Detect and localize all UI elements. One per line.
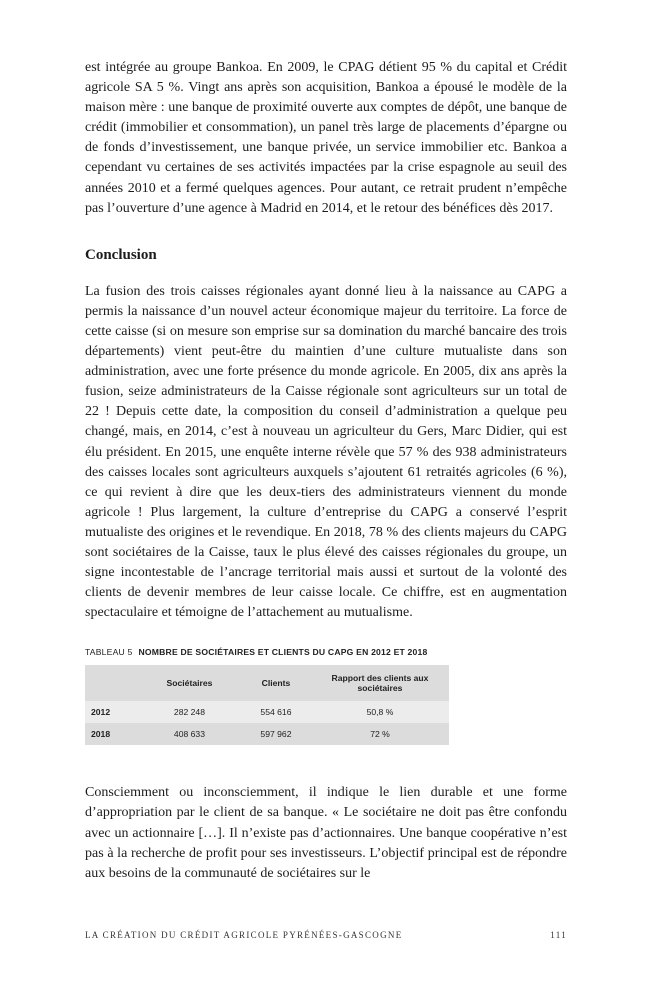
page-number: 111	[550, 930, 567, 940]
table-cell-clients: 554 616	[241, 701, 311, 723]
societaires-table	[85, 665, 449, 745]
table-header-ratio: Rapport des clients aux sociétaires	[311, 665, 449, 701]
table-row	[85, 723, 449, 745]
paragraph-conclusion: La fusion des trois caisses régionales ayant donné lieu à la naissance au CAPG a permis la naissance d’un nouvel acteur économique majeur du territoire. La force de cette caisse (si on mesure son emprise sur sa domination du marché bancaire des trois départements) vient peut-être du maintien d’une culture mutualiste dans son administration, avec une forte présence du monde agricole. En 2005, dix ans après la fusion, seize administrateurs de la Caisse régionale sont agriculteurs sur un total de 22 ! Depuis cette date, la composition du conseil d’administration a quelque peu changé, mais, en 2014, c’est à nouveau un agriculteur du Gers, Marc Didier, qui est élu président. En 2015, une enquête interne révèle que 57 % des 938 administrateurs des caisses locales sont agriculteurs auxquels s’ajoutent 61 retraités agricoles (6 %), ce qui revient à dire que les deux-tiers des administrateurs viennent du monde agricole ! Plus largement, la culture d’entreprise du CAPG a conservé l’esprit mutualiste des origines et le revendique. En 2018, 78 % des clients majeurs du CAPG sont sociétaires de la Caisse, taux le plus élevé des caisses régionales du groupe, un signe incontestable de l’ancrage territorial mais aussi et surtout de la volonté des clients de devenir membres de leur caisse locale. Ce chiffre, est en augmentation spectaculaire et témoigne de l’attachement au mutualisme.	[85, 283, 567, 621]
table-cell-ratio: 50,8 %	[311, 701, 449, 723]
paragraph-intro: est intégrée au groupe Bankoa. En 2009, le CPAG détient 95 % du capital et Crédit agricole SA 5 %. Vingt ans après son acquisition, Bankoa a épousé le modèle de la maison mère : une banque de proximité ouverte aux comptes de dépôt, une banque de crédit (immobilier et consommation), un panel très large de placements d’épargne ou de fonds d’investissement, une banque privée, un service immobilier etc. Bankoa a cependant vu certaines de ses activités impactées par la crise espagnole au seuil des années 2010 et a fermé quelques agences. Pour autant, ce retrait prudent n’empêche pas l’ouverture d’une agence à Madrid en 2014, et le retour des bénéfices dès 2017.	[85, 60, 567, 216]
table-row	[85, 701, 449, 723]
table-header-societaires: Sociétaires	[138, 665, 241, 701]
table-cell-societaires: 282 248	[138, 701, 241, 723]
paragraph-continuation: Consciemment ou inconsciemment, il indique le lien durable et une forme d’appropriation par le client de sa banque. « Le sociétaire ne doit pas être confondu avec un actionnaire […]. Il n’existe pas d’actionnaires. Une banque coopérative n’est pas à la recherche de profit pour ses investisseurs. L’objectif principal est de répondre aux besoins de la communauté de sociétaires sur le	[85, 785, 567, 881]
page-footer	[85, 930, 567, 940]
section-heading-conclusion: Conclusion	[85, 246, 157, 263]
table-header-year	[85, 665, 138, 701]
table-cell-ratio: 72 %	[311, 723, 449, 745]
table-cell-societaires: 408 633	[138, 723, 241, 745]
table-cell-clients: 597 962	[241, 723, 311, 745]
table-cell-year: 2012	[85, 701, 138, 723]
table-header-clients: Clients	[241, 665, 311, 701]
table-header-row	[85, 665, 449, 701]
table-caption	[85, 647, 567, 657]
table-label: TABLEAU 5	[85, 647, 133, 658]
page-body	[85, 58, 567, 884]
table-title: NOMBRE DE SOCIÉTAIRES ET CLIENTS DU CAPG EN 2012 ET 2018	[138, 647, 428, 658]
running-title: LA CRÉATION DU CRÉDIT AGRICOLE PYRÉNÉES-GASCOGNE	[85, 930, 403, 940]
table-cell-year: 2018	[85, 723, 138, 745]
